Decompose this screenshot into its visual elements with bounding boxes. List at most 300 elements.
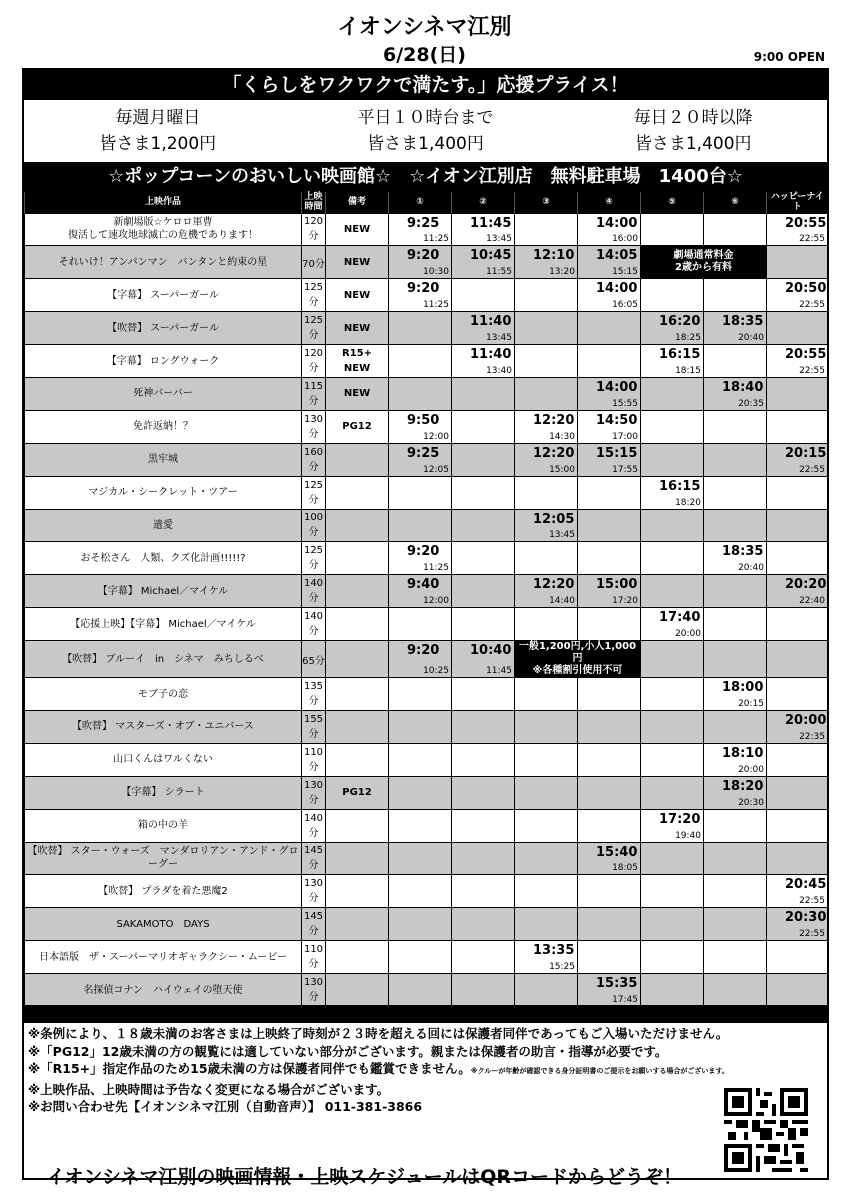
schedule-date: 6/28(日) [383, 44, 466, 66]
movie-title: SAKAMOTO DAYS [25, 908, 302, 941]
qr-code-icon[interactable] [724, 1088, 808, 1172]
empty-cell [704, 710, 767, 743]
showtime-start: 20:00 [785, 712, 827, 728]
empty-cell [452, 776, 515, 809]
showtime-start: 12:20 [533, 412, 575, 428]
showtime-start: 17:20 [659, 811, 701, 827]
empty-cell [578, 509, 641, 542]
empty-cell [452, 842, 515, 875]
table-row [25, 476, 828, 509]
table-row [25, 641, 828, 678]
empty-cell [767, 377, 828, 410]
empty-cell [515, 743, 578, 776]
showtime-end: 11:55 [486, 267, 512, 278]
empty-cell [767, 776, 828, 809]
empty-cell [767, 678, 828, 711]
showtime-end: 13:40 [486, 365, 512, 376]
movie-duration: 135分 [302, 678, 326, 711]
showtime-start: 20:30 [785, 910, 827, 926]
col-duration: 上映時間 [302, 192, 326, 213]
empty-cell [515, 875, 578, 908]
empty-cell [641, 710, 704, 743]
showtime-end: 20:40 [738, 333, 764, 344]
showtime-start: 12:20 [533, 577, 575, 593]
empty-cell [641, 842, 704, 875]
showtime-end: 20:00 [738, 764, 764, 775]
showtime-cell [578, 974, 641, 1007]
page-header [0, 0, 849, 68]
empty-cell [578, 809, 641, 842]
movie-title: 死神バーバー [25, 377, 302, 410]
showtime-cell [515, 443, 578, 476]
showtime-start: 14:50 [596, 412, 638, 428]
showtime-cell [389, 641, 452, 678]
table-row [25, 312, 828, 345]
empty-cell [389, 710, 452, 743]
showtime-cell [389, 213, 452, 246]
col-note: 備考 [326, 192, 389, 213]
showtime-cell [515, 575, 578, 608]
empty-cell [452, 908, 515, 941]
showtime-cell [515, 410, 578, 443]
showtime-cell [767, 908, 828, 941]
empty-cell [704, 608, 767, 641]
movie-duration: 65分 [302, 641, 326, 678]
empty-cell [578, 743, 641, 776]
movie-title: それいけ！アンパンマン バンタンと約束の星 [25, 246, 302, 279]
showtime-end: 22:35 [799, 731, 825, 742]
note-r15 [28, 1060, 818, 1081]
showtime-end: 18:05 [612, 863, 638, 874]
showtime-start: 18:10 [722, 745, 764, 761]
movie-title: 【吹替】 マスターズ・オブ・ユニバース [25, 710, 302, 743]
table-row [25, 974, 828, 1007]
movie-note: NEW [326, 213, 389, 246]
movie-title: 新劇場版☆ケロロ軍曹 復活して速攻地球滅亡の危機であります！ [25, 213, 302, 246]
schedule-frame [22, 68, 829, 1188]
cinema-title: イオンシネマ江別 [337, 15, 512, 40]
notes [28, 1025, 818, 1116]
showtime-start: 14:00 [596, 281, 638, 297]
showtime-end: 13:45 [549, 530, 575, 541]
note-r15-small: ※クルーが年齢が確認できる身分証明書のご提示をお願いする場合がございます。 [470, 1067, 729, 1075]
col-screen-4: ④ [578, 192, 641, 213]
movie-note: NEW [326, 312, 389, 345]
table-row [25, 743, 828, 776]
movie-title: 名探偵コナン ハイウェイの堕天使 [25, 974, 302, 1007]
table-row [25, 246, 828, 279]
movie-note: PG12 [326, 410, 389, 443]
table-row [25, 575, 828, 608]
showtime-cell [641, 345, 704, 378]
showtime-cell [704, 542, 767, 575]
movie-title: 箱の中の羊 [25, 809, 302, 842]
showtime-end: 18:20 [675, 497, 701, 508]
showtime-end: 20:35 [738, 398, 764, 409]
table-row [25, 213, 828, 246]
empty-cell [452, 941, 515, 974]
showtime-end: 15:15 [612, 267, 638, 278]
showtime-cell [578, 410, 641, 443]
empty-cell [389, 908, 452, 941]
movie-title: 遺愛 [25, 509, 302, 542]
empty-cell [452, 743, 515, 776]
empty-cell [704, 575, 767, 608]
table-row [25, 776, 828, 809]
empty-cell [767, 974, 828, 1007]
movie-note [326, 941, 389, 974]
showtime-end: 17:55 [612, 464, 638, 475]
movie-title: 【応援上映】【字幕】 Michael／マイケル [25, 608, 302, 641]
showtime-cell [389, 246, 452, 279]
showtime-end: 18:15 [675, 365, 701, 376]
showtime-cell [767, 279, 828, 312]
showtime-start: 15:40 [596, 844, 638, 860]
empty-cell [641, 575, 704, 608]
empty-cell [389, 974, 452, 1007]
showtime-end: 16:00 [612, 234, 638, 245]
empty-cell [515, 842, 578, 875]
table-row [25, 678, 828, 711]
open-time: 9:00 OPEN [753, 50, 825, 64]
movie-title: 【吹替】 スーパーガール [25, 312, 302, 345]
empty-cell [641, 678, 704, 711]
movie-note [326, 809, 389, 842]
showtime-cell [704, 377, 767, 410]
movie-duration: 140分 [302, 608, 326, 641]
movie-title: おそ松さん 人類、クズ化計画!!!!!? [25, 542, 302, 575]
showtime-start: 11:40 [470, 314, 512, 330]
empty-cell [704, 443, 767, 476]
showtime-cell [641, 312, 704, 345]
empty-cell [515, 974, 578, 1007]
movie-duration: 140分 [302, 809, 326, 842]
showtime-cell [704, 312, 767, 345]
showtime-end: 20:40 [738, 563, 764, 574]
showtime-end: 19:40 [675, 830, 701, 841]
showtime-cell [452, 345, 515, 378]
movie-duration: 130分 [302, 776, 326, 809]
empty-cell [704, 875, 767, 908]
showtime-end: 17:20 [612, 596, 638, 607]
empty-cell [641, 509, 704, 542]
movie-duration: 145分 [302, 908, 326, 941]
showtime-end: 13:20 [549, 267, 575, 278]
showtime-cell [389, 279, 452, 312]
movie-note [326, 908, 389, 941]
showtime-cell [767, 575, 828, 608]
showtime-cell [389, 443, 452, 476]
movie-duration: 145分 [302, 842, 326, 875]
empty-cell [452, 875, 515, 908]
showtime-cell [578, 842, 641, 875]
movie-note [326, 509, 389, 542]
showtime-start: 10:40 [470, 643, 512, 659]
showtime-cell [515, 509, 578, 542]
showtime-end: 22:55 [799, 929, 825, 940]
movie-note [326, 710, 389, 743]
price-value: 皆さま1,400円 [634, 134, 752, 154]
empty-cell [452, 410, 515, 443]
empty-cell [452, 710, 515, 743]
empty-cell [641, 776, 704, 809]
movie-note [326, 875, 389, 908]
table-row [25, 509, 828, 542]
showtime-end: 20:30 [738, 797, 764, 808]
showtime-start: 17:40 [659, 610, 701, 626]
showtime-cell [767, 213, 828, 246]
showtime-end: 22:55 [799, 365, 825, 376]
empty-cell [578, 908, 641, 941]
showtime-cell [578, 246, 641, 279]
empty-cell [578, 875, 641, 908]
showtime-start: 18:35 [722, 314, 764, 330]
empty-cell [641, 875, 704, 908]
empty-cell [515, 908, 578, 941]
table-row [25, 542, 828, 575]
movie-duration: 160分 [302, 443, 326, 476]
showtime-start: 15:00 [596, 577, 638, 593]
showtime-start: 12:05 [533, 511, 575, 527]
empty-cell [704, 345, 767, 378]
empty-cell [641, 443, 704, 476]
movie-title: モブ子の恋 [25, 678, 302, 711]
empty-cell [452, 542, 515, 575]
empty-cell [452, 443, 515, 476]
showtime-start: 11:40 [470, 347, 512, 363]
movie-title: 山口くんはワルくない [25, 743, 302, 776]
movie-duration: 115分 [302, 377, 326, 410]
price-monday [24, 100, 292, 162]
empty-cell [767, 842, 828, 875]
movie-duration: 155分 [302, 710, 326, 743]
showtime-end: 11:45 [486, 666, 512, 677]
movie-note [326, 476, 389, 509]
showtime-start: 16:15 [659, 478, 701, 494]
col-screen-6: ⑥ [704, 192, 767, 213]
table-row [25, 443, 828, 476]
empty-cell [641, 377, 704, 410]
showtime-cell [578, 279, 641, 312]
showtime-cell [389, 575, 452, 608]
col-screen-3: ③ [515, 192, 578, 213]
movie-note [326, 608, 389, 641]
showtime-start: 18:20 [722, 778, 764, 794]
showtime-start: 20:15 [785, 445, 827, 461]
empty-cell [578, 542, 641, 575]
table-row [25, 710, 828, 743]
empty-cell [389, 377, 452, 410]
empty-cell [704, 842, 767, 875]
showtime-start: 10:45 [470, 248, 512, 264]
col-screen-2: ② [452, 192, 515, 213]
showtime-cell [452, 312, 515, 345]
empty-cell [452, 476, 515, 509]
table-row [25, 608, 828, 641]
empty-cell [515, 608, 578, 641]
empty-cell [389, 875, 452, 908]
showtime-end: 13:45 [486, 234, 512, 245]
empty-cell [578, 941, 641, 974]
showtime-cell [767, 710, 828, 743]
schedule-table [24, 192, 828, 1007]
empty-cell [704, 279, 767, 312]
showtime-end: 16:05 [612, 300, 638, 311]
movie-note [326, 974, 389, 1007]
empty-cell [704, 809, 767, 842]
price-banner: 「くらしをワクワクで満たす。」応援プライス！ [24, 70, 827, 100]
showtime-end: 15:00 [549, 464, 575, 475]
showtime-cell [578, 377, 641, 410]
showtime-cell [767, 345, 828, 378]
showtime-start: 9:50 [407, 412, 440, 428]
showtime-start: 12:10 [533, 248, 575, 264]
movie-title: 【吹替】 プラダを着た悪魔2 [25, 875, 302, 908]
empty-cell [452, 678, 515, 711]
movie-duration: 125分 [302, 542, 326, 575]
price-evening [559, 100, 827, 162]
movie-title: 【吹替】 スター・ウォーズ マンダロリアン・アンド・グローグー [25, 842, 302, 875]
showtime-end: 11:25 [423, 300, 449, 311]
empty-cell [389, 312, 452, 345]
note-pg12: ※「PG12」12歳未満の方の観覧には適していない部分がございます。親または保護者の助言・指導が必要です。 [28, 1043, 668, 1059]
empty-cell [767, 941, 828, 974]
movie-duration: 125分 [302, 476, 326, 509]
movie-title: マジカル・シークレット・ツアー [25, 476, 302, 509]
empty-cell [767, 743, 828, 776]
showtime-cell [452, 641, 515, 678]
movie-duration: 125分 [302, 312, 326, 345]
empty-cell [452, 608, 515, 641]
movie-title: 黒牢城 [25, 443, 302, 476]
empty-cell [515, 776, 578, 809]
empty-cell [452, 279, 515, 312]
empty-cell [578, 345, 641, 378]
empty-cell [767, 246, 828, 279]
movie-duration: 130分 [302, 410, 326, 443]
empty-cell [578, 476, 641, 509]
movie-note: NEW [326, 246, 389, 279]
table-header-row [25, 192, 828, 213]
movie-note: R15+ NEW [326, 345, 389, 378]
showtime-start: 16:20 [659, 314, 701, 330]
showtime-start: 16:15 [659, 347, 701, 363]
movie-duration: 120分 [302, 345, 326, 378]
note-change: ※上映作品、上映時間は予告なく変更になる場合がございます。 [28, 1081, 390, 1097]
showtime-start: 9:20 [407, 643, 440, 659]
empty-cell [452, 974, 515, 1007]
empty-cell [515, 476, 578, 509]
empty-cell [641, 908, 704, 941]
showtime-start: 9:40 [407, 577, 440, 593]
showtime-cell [389, 542, 452, 575]
empty-cell [767, 509, 828, 542]
empty-cell [452, 575, 515, 608]
col-title: 上映作品 [25, 192, 302, 213]
empty-cell [641, 542, 704, 575]
empty-cell [515, 710, 578, 743]
empty-cell [515, 345, 578, 378]
empty-cell [767, 476, 828, 509]
showtime-start: 14:05 [596, 248, 638, 264]
showtime-cell [515, 246, 578, 279]
footer-divider [24, 1005, 827, 1023]
empty-cell [704, 476, 767, 509]
showtime-start: 18:00 [722, 680, 764, 696]
movie-duration: 70分 [302, 246, 326, 279]
movie-note [326, 575, 389, 608]
empty-cell [641, 279, 704, 312]
showtime-cell [704, 743, 767, 776]
showtime-start: 20:45 [785, 877, 827, 893]
movie-note: NEW [326, 377, 389, 410]
showtime-end: 11:25 [423, 563, 449, 574]
showtime-end: 11:25 [423, 234, 449, 245]
empty-cell [641, 410, 704, 443]
showtime-end: 15:25 [549, 962, 575, 973]
movie-title: 【字幕】 ロングウォーク [25, 345, 302, 378]
empty-cell [515, 213, 578, 246]
empty-cell [767, 641, 828, 678]
showtime-cell [578, 443, 641, 476]
col-screen-5: ⑤ [641, 192, 704, 213]
showtime-start: 20:55 [785, 215, 827, 231]
note-age-limit: ※条例により、１８歳未満のお客さまは上映終了時刻が２３時を超える回には保護者同伴であってもご入場いただけません。 [28, 1026, 729, 1041]
showtime-end: 12:00 [423, 431, 449, 442]
showtime-end: 14:30 [549, 431, 575, 442]
price-notice-cell: 一般1,200円,小人1,000円 ※各種割引使用不可 [515, 641, 641, 678]
showtime-end: 20:00 [675, 629, 701, 640]
showtime-cell [704, 776, 767, 809]
empty-cell [704, 410, 767, 443]
empty-cell [578, 776, 641, 809]
table-row [25, 809, 828, 842]
movie-duration: 110分 [302, 743, 326, 776]
empty-cell [452, 509, 515, 542]
showtime-start: 9:20 [407, 281, 440, 297]
movie-duration: 110分 [302, 941, 326, 974]
showtime-end: 22:55 [799, 300, 825, 311]
movie-title: 【字幕】 シラート [25, 776, 302, 809]
empty-cell [641, 213, 704, 246]
empty-cell [578, 608, 641, 641]
empty-cell [641, 941, 704, 974]
empty-cell [704, 641, 767, 678]
showtime-cell [389, 410, 452, 443]
showtime-start: 9:20 [407, 248, 440, 264]
movie-title: 免許返納！？ [25, 410, 302, 443]
showtime-end: 20:15 [738, 698, 764, 709]
empty-cell [389, 345, 452, 378]
empty-cell [578, 710, 641, 743]
empty-cell [452, 809, 515, 842]
table-row [25, 410, 828, 443]
table-row [25, 279, 828, 312]
movie-note [326, 542, 389, 575]
popcorn-banner: ☆ポップコーンのおいしい映画館☆ ☆イオン江別店 無料駐車場 1400台☆ [24, 162, 827, 192]
showtime-end: 10:30 [423, 267, 449, 278]
showtime-cell [767, 875, 828, 908]
table-row [25, 875, 828, 908]
table-row [25, 908, 828, 941]
empty-cell [452, 377, 515, 410]
showtime-cell [767, 443, 828, 476]
movie-title: 【字幕】 Michael／マイケル [25, 575, 302, 608]
showtime-start: 15:15 [596, 445, 638, 461]
showtime-end: 12:05 [423, 464, 449, 475]
showtime-start: 20:20 [785, 577, 827, 593]
showtime-start: 15:35 [596, 976, 638, 992]
